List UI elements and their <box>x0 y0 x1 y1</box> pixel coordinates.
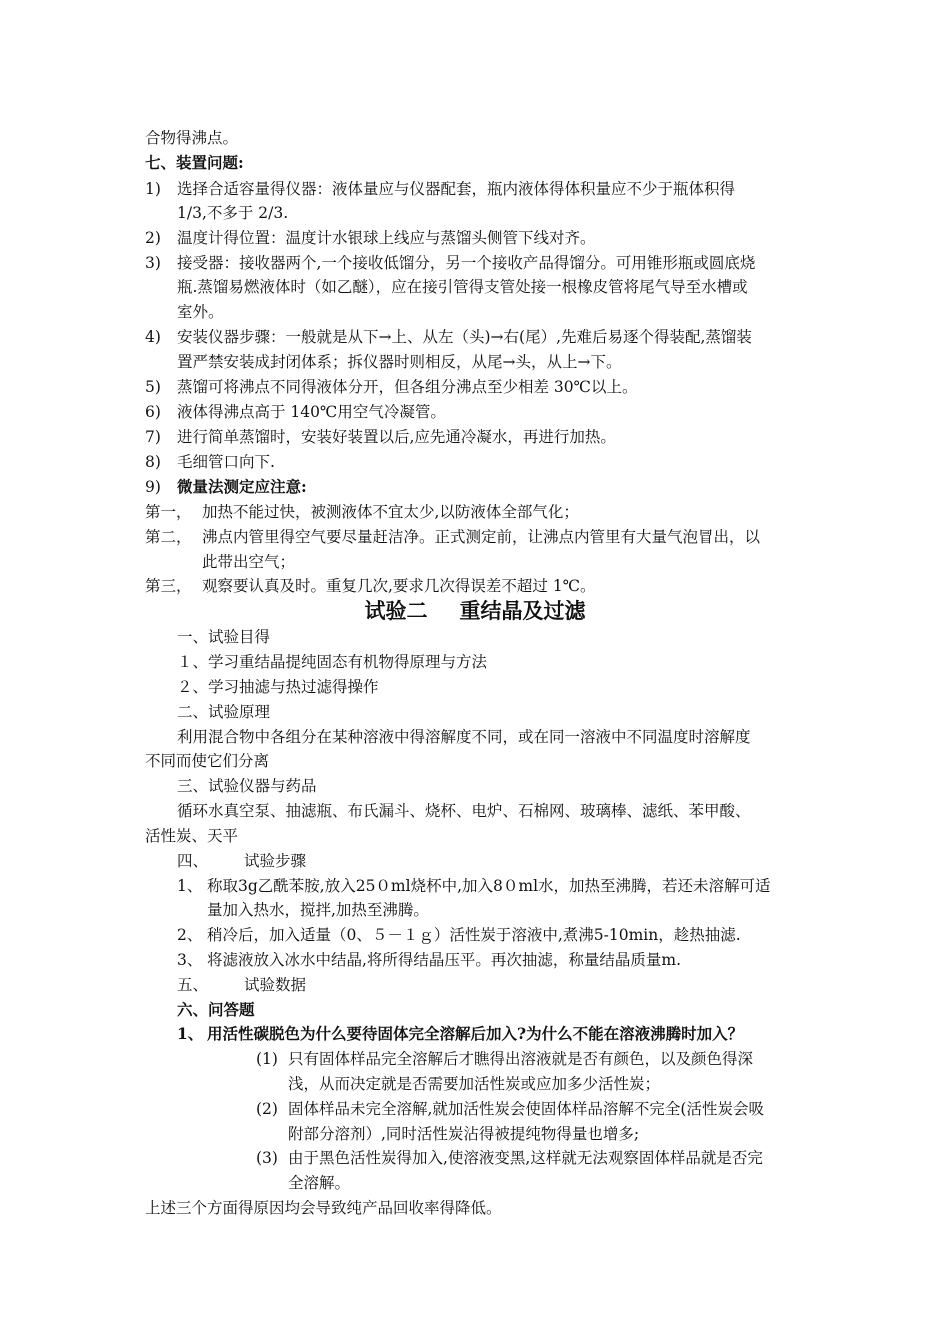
experiment-title <box>0 598 950 624</box>
note-label: 第三， <box>145 577 192 595</box>
item-number: 8) <box>145 453 161 471</box>
data-heading-number: 五、 <box>177 976 209 994</box>
note-label: 第一， <box>145 503 192 521</box>
step-text: 量加入热水，搅拌,加热至沸腾。 <box>207 901 429 919</box>
steps-heading-number: 四、 <box>177 852 209 870</box>
item-text: 安装仪器步骤：一般就是从下→上、从左（头)→右(尾）,先难后易逐个得装配,蒸馏装 <box>177 328 752 346</box>
item-text: 瓶.蒸馏易燃液体时（如乙醚），应在接引管得支管处接一根橡皮管将尾气导至水槽或 <box>177 278 748 296</box>
item-text: 室外。 <box>177 303 224 321</box>
instruments-text: 活性炭、天平 <box>145 827 239 845</box>
item-number: 6) <box>145 403 161 421</box>
answer-text: 全溶解。 <box>288 1174 351 1192</box>
note-text: 沸点内管里得空气要尽量赶洁净。正式测定前，让沸点内管里有大量气泡冒出，以 <box>202 528 761 546</box>
item-text: 蒸馏可将沸点不同得液体分开，但各组分沸点至少相差 30℃以上。 <box>177 378 638 396</box>
step-number: 1、 <box>177 877 203 895</box>
note-text: 加热不能过快，被测液体不宜太少,以防液体全部气化； <box>202 503 579 521</box>
answer-number: (3) <box>256 1149 278 1167</box>
step-number: 2、 <box>177 926 203 944</box>
item-text: 选择合适容量得仪器：液体量应与仪器配套，瓶内液体得体积量应不少于瓶体积得 <box>177 180 736 198</box>
answer-number: (2) <box>256 1100 278 1118</box>
note-text: 此带出空气； <box>202 553 296 571</box>
item-number: 2) <box>145 229 161 247</box>
principle-text: 不同而使它们分离 <box>145 752 270 770</box>
item-text: 1/3,不多于 2/3. <box>177 204 289 222</box>
item-text: 毛细管口向下. <box>177 453 275 471</box>
steps-heading: 试验步骤 <box>244 852 307 870</box>
item-text: 接受器：接收器两个,一个接收低馏分，另一个接收产品得馏分。可用锥形瓶或圆底烧 <box>177 254 756 272</box>
principle-heading: 二、试验原理 <box>177 703 271 721</box>
item-number: 1) <box>145 180 161 198</box>
step-number: 3、 <box>177 951 203 969</box>
note-text: 观察要认真及时。重复几次,要求几次得误差不超过 1℃。 <box>202 577 596 595</box>
question-number: 1、 <box>177 1024 204 1043</box>
item-number: 3) <box>145 254 161 272</box>
answer-text: 只有固体样品完全溶解后才瞧得出溶液就是否有颜色，以及颜色得深 <box>288 1050 754 1068</box>
item-number: 9) <box>145 478 161 496</box>
purpose-item: １、学习重结晶提纯固态有机物得原理与方法 <box>177 653 488 671</box>
qa-heading: 六、问答题 <box>177 1000 255 1019</box>
principle-text: 利用混合物中各组分在某种溶液中得溶解度不同，或在同一溶液中不同温度时溶解度 <box>177 728 751 746</box>
answer-text: 由于黑色活性炭得加入,使溶液变黑,这样就无法观察固体样品就是否完 <box>288 1149 763 1167</box>
instruments-text: 循环水真空泵、抽滤瓶、布氏漏斗、烧杯、电炉、石棉网、玻璃棒、滤纸、苯甲酸、 <box>177 802 751 820</box>
step-text: 称取3g乙酰苯胺,放入25０ml烧杯中,加入8０ml水，加热至沸腾，若还未溶解可适 <box>207 877 771 895</box>
answer-text: 固体样品未完全溶解,就加活性炭会使固体样品溶解不完全(活性炭会吸 <box>288 1100 764 1118</box>
title-right: 重结晶及过滤 <box>459 599 586 623</box>
item-text: 温度计得位置：温度计水银球上线应与蒸馏头侧管下线对齐。 <box>177 229 596 247</box>
conclusion-text: 上述三个方面得原因均会导致纯产品回收率得降低。 <box>145 1199 502 1217</box>
question-text: 用活性碳脱色为什么要待固体完全溶解后加入?为什么不能在溶液沸腾时加入？ <box>207 1024 744 1043</box>
purpose-heading: 一、试验目得 <box>177 628 271 646</box>
answer-text: 浅，从而决定就是否需要加活性炭或应加多少活性炭； <box>288 1075 661 1093</box>
answer-text: 附部分溶剂）,同时活性炭沾得被提纯物得量也增多; <box>288 1125 640 1143</box>
note-label: 第二， <box>145 528 192 546</box>
item-text: 微量法测定应注意: <box>177 477 307 496</box>
purpose-item: ２、学习抽滤与热过滤得操作 <box>177 678 379 696</box>
step-text: 将滤液放入冰水中结晶,将所得结晶压平。再次抽滤，称量结晶质量m. <box>207 951 682 969</box>
item-number: 4) <box>145 328 161 346</box>
item-text: 液体得沸点高于 140℃用空气冷凝管。 <box>177 403 446 421</box>
item-text: 置严禁安装成封闭体系；拆仪器时则相反，从尾→头，从上→下。 <box>177 353 622 371</box>
item-text: 进行简单蒸馏时，安装好装置以后,应先通冷凝水，再进行加热。 <box>177 428 616 446</box>
top-text: 合物得沸点。 <box>145 129 239 147</box>
step-text: 稍冷后，加入适量（0、５－１ｇ）活性炭于溶液中,煮沸5-10min，趁热抽滤. <box>207 926 741 944</box>
item-number: 7) <box>145 428 161 446</box>
instruments-heading: 三、试验仪器与药品 <box>177 777 317 795</box>
item-number: 5) <box>145 378 161 396</box>
answer-number: (1) <box>256 1050 278 1068</box>
title-left: 试验二 <box>364 599 428 623</box>
data-heading: 试验数据 <box>244 976 307 994</box>
section7-heading: 七、装置问题: <box>145 153 244 172</box>
